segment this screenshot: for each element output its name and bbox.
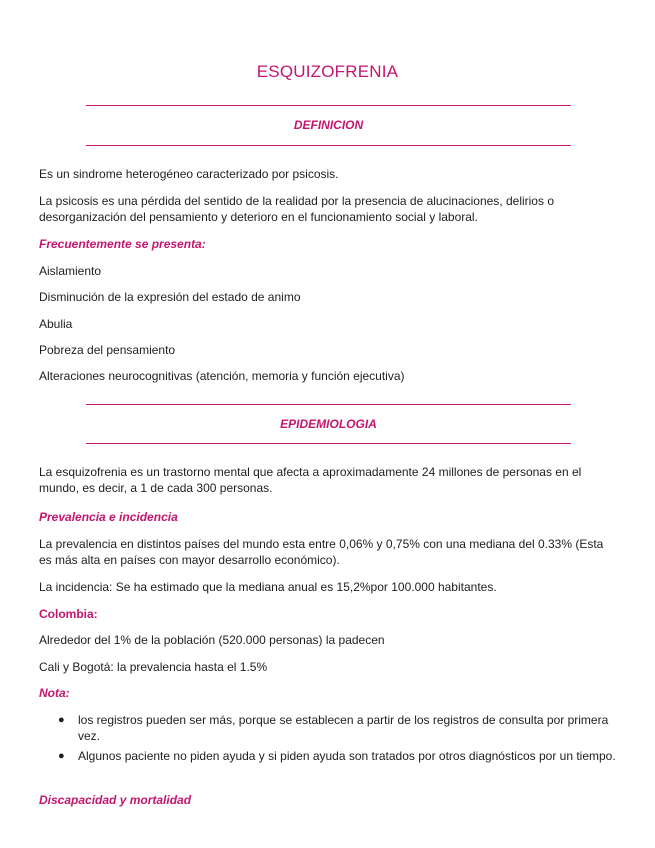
subheading-nota: Nota: [39, 686, 70, 700]
paragraph: La psicosis es una pérdida del sentido de la realidad por la presencia de alucinaciones, delirios o desorganización del pensamiento y deterioro en el funcionamiento social y laboral. [39, 194, 554, 224]
bullet-icon: ● [58, 750, 65, 762]
paragraph: Alrededor del 1% de la población (520.000 personas) la padecen [39, 633, 385, 647]
paragraph: Es un sindrome heterogéneo caracterizado por psicosis. [39, 167, 339, 181]
section-divider-top [86, 105, 571, 106]
subheading-discapacidad: Discapacidad y mortalidad [39, 793, 192, 807]
bullet-item: Algunos paciente no piden ayuda y si piden ayuda son tratados por otros diagnósticos por un tiempo. [78, 749, 616, 763]
list-item: Pobreza del pensamiento [39, 343, 176, 357]
section-divider-bottom [86, 443, 571, 444]
paragraph: La esquizofrenia es un trastorno mental que afecta a aproximadamente 24 millones de personas en el mundo, es decir, a 1 de cada 300 personas. [39, 465, 582, 495]
bullet-item: los registros pueden ser más, porque se establecen a partir de los registros de consulta por primera vez. [78, 713, 609, 743]
list-item: Disminución de la expresión del estado de animo [39, 290, 301, 304]
paragraph: La incidencia: Se ha estimado que la mediana anual es 15,2%por 100.000 habitantes. [39, 580, 497, 594]
list-item: Alteraciones neurocognitivas (atención, memoria y función ejecutiva) [39, 369, 405, 383]
paragraph: Cali y Bogotá: la prevalencia hasta el 1.5% [39, 660, 268, 674]
list-item: Aislamiento [39, 264, 102, 278]
list-item: Abulia [39, 317, 73, 331]
section-heading-definicion: DEFINICION [293, 118, 364, 132]
document-title: ESQUIZOFRENIA [256, 62, 399, 81]
section-heading-epidemiologia: EPIDEMIOLOGIA [280, 417, 377, 431]
bullet-icon: ● [58, 714, 65, 726]
section-divider-top [86, 404, 571, 405]
subheading-colombia: Colombia: [39, 607, 98, 621]
section-divider-bottom [86, 145, 571, 146]
subheading-prevalencia: Prevalencia e incidencia [39, 510, 178, 524]
subheading-frecuentemente: Frecuentemente se presenta: [39, 237, 206, 251]
paragraph: La prevalencia en distintos países del mundo esta entre 0,06% y 0,75% con una mediana del 0.33% (Esta es más alta en países con mayor desarrollo económico). [39, 537, 604, 567]
